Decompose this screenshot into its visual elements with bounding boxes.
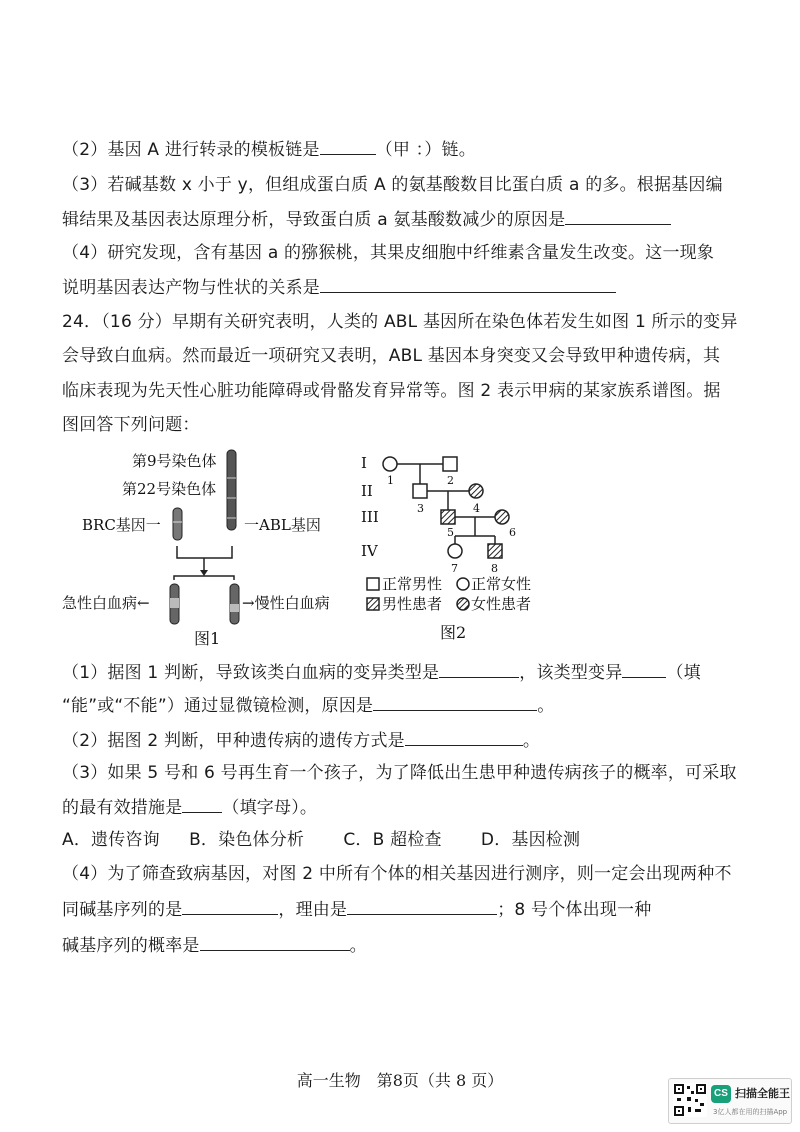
question-line: （3）如果 5 号和 6 号再生育一个孩子，为了降低出生患甲种遗传病孩子的概率，可采取 xyxy=(62,763,737,783)
legend-normal-male-icon xyxy=(367,578,379,590)
camscanner-logo-icon: CS xyxy=(711,1085,731,1103)
question-line: 辑结果及基因表达原理分析，导致蛋白质 a 氨基酸数减少的原因是 xyxy=(62,208,671,231)
question-line: （4）研究发现，含有基因 a 的猕猴桃，其果皮细胞中纤维素含量发生改变。这一现象 xyxy=(62,243,715,263)
answer-blank xyxy=(373,694,537,711)
question-line: （4）为了筛查致病基因，对图 2 中所有个体的相关基因进行测序，则一定会出现两种不 xyxy=(62,864,732,884)
question-line: （3）若碱基数 x 小于 y，但组成蛋白质 A 的氨基酸数目比蛋白质 a 的多。根据基因编 xyxy=(62,175,723,195)
answer-blank xyxy=(182,796,222,813)
label-5: 5 xyxy=(447,526,454,539)
individual-7-normal-female xyxy=(448,544,462,558)
question-line: 临床表现为先天性心脏功能障碍或骨骼发育异常等。图 2 表示甲病的某家族系谱图。据 xyxy=(62,381,721,401)
page-footer: 高一生物 第8页（共 8 页） xyxy=(296,1071,504,1090)
fig1-label-chronic: →慢性白血病 xyxy=(242,594,330,612)
individual-4-affected-female xyxy=(469,484,483,498)
option-a: A．遗传咨询 xyxy=(62,830,160,850)
individual-3-normal-male xyxy=(413,484,427,498)
fig2-caption: 图2 xyxy=(440,623,467,642)
question-line: 碱基序列的概率是 。 xyxy=(62,936,367,956)
answer-blank xyxy=(200,934,350,951)
fig1-label-chr22: 第22号染色体 xyxy=(122,480,217,498)
legend-normal-male: 正常男性 xyxy=(382,575,443,593)
fig1-label-brc: BRC基因一 xyxy=(82,516,161,534)
answer-blank xyxy=(347,898,497,915)
individual-5-affected-male xyxy=(441,510,455,524)
answer-blank xyxy=(565,208,671,225)
answer-blank xyxy=(320,138,376,155)
answer-blank xyxy=(182,898,278,915)
bracket-lines xyxy=(177,546,232,558)
option-d: D．基因检测 xyxy=(480,830,581,850)
label-8: 8 xyxy=(491,562,498,575)
individual-1-normal-female xyxy=(383,457,397,471)
question-line: （1）据图 1 判断，导致该类白血病的变异类型是 ，该类型变异 （填 xyxy=(62,663,701,683)
legend-normal-female: 正常女性 xyxy=(471,575,532,593)
individual-2-normal-male xyxy=(443,457,457,471)
individual-8-affected-male xyxy=(488,544,502,558)
arrow-down-icon xyxy=(200,570,208,576)
options-line xyxy=(62,829,580,851)
gen-label-2: II xyxy=(361,482,373,500)
answer-blank xyxy=(320,276,616,293)
label-3: 3 xyxy=(417,502,424,515)
label-6: 6 xyxy=(509,526,516,539)
question-line: （2）据图 2 判断，甲种遗传病的遗传方式是 。 xyxy=(62,731,541,751)
qr-code-icon xyxy=(673,1083,707,1117)
figure-1-chromosome-translocation xyxy=(62,448,362,648)
option-c: C．B 超检查 xyxy=(343,830,442,850)
watermark-title: 扫描全能王 xyxy=(735,1087,790,1100)
watermark-subtitle: 3亿人都在用的扫描App xyxy=(713,1108,788,1116)
question-line: “能”或“不能”）通过显微镜检测，原因是 。 xyxy=(62,696,555,716)
answer-blank xyxy=(405,729,523,746)
option-b: B．染色体分析 xyxy=(189,830,305,850)
answer-blank xyxy=(622,661,666,678)
label-2: 2 xyxy=(447,474,454,487)
label-4: 4 xyxy=(473,502,480,515)
legend-affected-female-icon xyxy=(457,598,469,610)
question-line: 图回答下列问题： xyxy=(62,415,200,435)
gen-label-3: III xyxy=(361,508,379,526)
legend-normal-female-icon xyxy=(457,578,469,590)
fig1-caption: 图1 xyxy=(194,629,221,648)
individual-6-affected-female xyxy=(495,510,509,524)
question-line: 的最有效措施是 （填字母）。 xyxy=(62,798,318,818)
fig1-label-abl: 一ABL基因 xyxy=(244,516,321,534)
question-line: 同碱基序列的是 ，理由是 ；8 号个体出现一种 xyxy=(62,900,652,920)
gen-label-1: I xyxy=(361,454,367,472)
legend-affected-male-icon xyxy=(367,598,379,610)
legend-affected-male: 男性患者 xyxy=(382,595,443,613)
legend-affected-female: 女性患者 xyxy=(471,595,532,613)
scanner-watermark xyxy=(668,1078,792,1124)
label-7: 7 xyxy=(451,562,458,575)
fig1-label-acute: 急性白血病← xyxy=(62,594,150,612)
chromosome-22 xyxy=(173,508,182,540)
fig1-label-chr9: 第9号染色体 xyxy=(132,452,217,470)
gen-label-4: IV xyxy=(361,542,378,560)
question-line: （2）基因 A 进行转录的模板链是 （甲 ：）链。 xyxy=(62,140,476,160)
answer-blank xyxy=(439,661,519,678)
question-line: 24．（16 分）早期有关研究表明，人类的 ABL 基因所在染色体若发生如图 1 所示的变异 xyxy=(62,312,738,332)
question-line: 说明基因表达产物与性状的关系是 xyxy=(62,276,616,299)
figure-2-pedigree xyxy=(355,452,565,648)
question-line: 会导致白血病。然而最近一项研究又表明，ABL 基因本身突变又会导致甲种遗传病，其 xyxy=(62,346,721,366)
label-1: 1 xyxy=(387,474,394,487)
